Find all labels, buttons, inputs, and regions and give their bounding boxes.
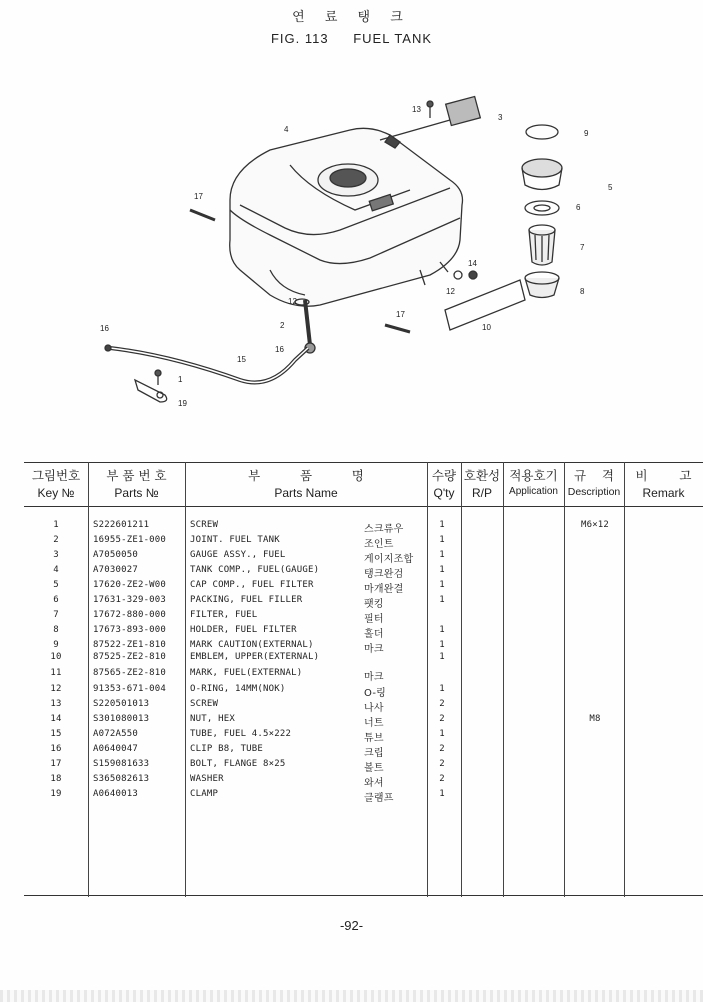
- cell-part-no: 87525-ZE2-810: [93, 652, 167, 662]
- filter-holder: [525, 278, 559, 298]
- cell-part-name: SCREW: [190, 520, 219, 530]
- cell-qty: 1: [439, 684, 445, 694]
- cell-part-name: JOINT. FUEL TANK: [190, 535, 280, 545]
- header-app-en: Application: [509, 486, 558, 497]
- figure-number: FIG. 113: [270, 31, 329, 46]
- callout-label: 10: [482, 323, 491, 332]
- clamp-19: [135, 380, 167, 402]
- cell-korean-name: 볼트: [364, 763, 384, 774]
- callout-label: 14: [468, 259, 477, 268]
- cell-key: 7: [53, 610, 59, 620]
- figure-title: [0, 31, 703, 46]
- table-row: [24, 699, 703, 714]
- cell-key: 18: [50, 774, 62, 784]
- cell-korean-name: 마개완결: [364, 584, 404, 595]
- packing-6: [525, 201, 559, 215]
- cell-korean-name: 조인트: [364, 539, 394, 550]
- cell-part-no: S220501013: [93, 699, 150, 709]
- header-qty-kr: 수량: [431, 468, 457, 483]
- cell-part-no: 87565-ZE2-810: [93, 668, 167, 678]
- cell-part-no: 17672-880-000: [93, 610, 167, 620]
- cell-part-name: CAP COMP., FUEL FILTER: [190, 580, 314, 590]
- callout-label: 12: [446, 287, 455, 296]
- table-row: [24, 550, 703, 565]
- fuel-tank-diagram: [80, 90, 620, 420]
- cell-key: 11: [50, 668, 62, 678]
- cell-part-no: A0640013: [93, 789, 138, 799]
- cell-part-no: 17631-329-003: [93, 595, 167, 605]
- cell-key: 1: [53, 520, 59, 530]
- cell-korean-name: 스크류우: [364, 524, 404, 535]
- cell-part-no: S365082613: [93, 774, 150, 784]
- header-app-kr: 적용호기: [509, 468, 558, 483]
- cell-part-name: EMBLEM, UPPER(EXTERNAL): [190, 652, 320, 662]
- cell-korean-name: 필터: [364, 614, 384, 625]
- cell-part-no: A0640047: [93, 744, 138, 754]
- cell-qty: 1: [439, 535, 445, 545]
- header-parts-en: Parts №: [114, 486, 159, 500]
- cell-korean-name: 크립: [364, 748, 384, 759]
- cell-korean-name: 마크: [364, 644, 384, 655]
- cell-qty: 1: [439, 789, 445, 799]
- header-key-en: Key №: [37, 486, 75, 500]
- cell-part-no: 87522-ZE1-810: [93, 640, 167, 650]
- cell-korean-name: 와셔: [364, 778, 384, 789]
- cell-korean-name: 너트: [364, 718, 384, 729]
- cell-key: 8: [53, 625, 59, 635]
- cell-qty: 1: [439, 729, 445, 739]
- cell-part-name: NUT, HEX: [190, 714, 235, 724]
- cell-key: 5: [53, 580, 59, 590]
- cell-part-no: S159081633: [93, 759, 150, 769]
- table-row: [24, 595, 703, 610]
- gauge-assy: [446, 96, 481, 125]
- cell-qty: 2: [439, 714, 445, 724]
- cell-korean-name: 홀더: [364, 629, 384, 640]
- cell-part-name: PACKING, FUEL FILLER: [190, 595, 303, 605]
- cell-qty: 1: [439, 640, 445, 650]
- callout-label: 5: [608, 183, 613, 192]
- callout-label: 16: [275, 345, 284, 354]
- page-number: -92-: [339, 918, 364, 933]
- cell-part-name: MARK, FUEL(EXTERNAL): [190, 668, 303, 678]
- cell-key: 6: [53, 595, 59, 605]
- cell-korean-name: 튜브: [364, 733, 384, 744]
- cell-description: M8: [589, 714, 601, 724]
- cell-key: 14: [50, 714, 62, 724]
- table-row: [24, 652, 703, 667]
- cell-korean-name: O-링: [364, 688, 387, 699]
- cell-description: M6×12: [580, 520, 610, 530]
- cell-qty: 2: [439, 699, 445, 709]
- table-row: [24, 789, 703, 804]
- table-row: [24, 684, 703, 699]
- cell-part-name: TUBE, FUEL 4.5×222: [190, 729, 292, 739]
- cell-qty: 1: [439, 595, 445, 605]
- callout-label: 19: [178, 399, 187, 408]
- callout-label: 12: [288, 297, 297, 306]
- cell-korean-name: 나사: [364, 703, 384, 714]
- cell-korean-name: 탱크완검: [364, 569, 404, 580]
- cell-korean-name: 게이지조합: [364, 554, 414, 565]
- scan-edge-artifact: [0, 990, 703, 1002]
- cell-qty: 1: [439, 520, 445, 530]
- table-row: [24, 668, 703, 683]
- table-row: [24, 759, 703, 774]
- callout-label: 6: [576, 203, 581, 212]
- cell-qty: 1: [439, 565, 445, 575]
- cell-part-no: A072A550: [93, 729, 138, 739]
- header-rp-kr: 호환성: [463, 468, 501, 483]
- cell-part-no: A7050050: [93, 550, 138, 560]
- parts-table: [24, 462, 703, 897]
- cell-qty: 1: [439, 625, 445, 635]
- cell-part-no: 91353-671-004: [93, 684, 167, 694]
- header-desc-en: Description: [567, 486, 621, 498]
- cell-part-no: A7030027: [93, 565, 138, 575]
- cell-key: 16: [50, 744, 62, 754]
- cell-part-name: BOLT, FLANGE 8×25: [190, 759, 286, 769]
- cell-part-name: FILTER, FUEL: [190, 610, 258, 620]
- cell-key: 19: [50, 789, 62, 799]
- cell-qty: 1: [439, 652, 445, 662]
- cell-part-no: 16955-ZE1-000: [93, 535, 167, 545]
- callout-label: 4: [284, 125, 289, 134]
- header-qty-en: Q'ty: [433, 486, 455, 500]
- cell-key: 17: [50, 759, 62, 769]
- header-remark-en: Remark: [642, 486, 685, 500]
- cell-part-name: GAUGE ASSY., FUEL: [190, 550, 286, 560]
- cell-key: 15: [50, 729, 62, 739]
- header-desc-kr: 규 격: [573, 468, 615, 483]
- callout-label: 9: [584, 129, 589, 138]
- callout-label: 13: [412, 105, 421, 114]
- cell-korean-name: 팻킹: [364, 599, 384, 610]
- callout-label: 15: [237, 355, 246, 364]
- table-row: [24, 520, 703, 535]
- title-korean: 연 료 탱 크: [292, 10, 411, 25]
- cell-part-no: S222601211: [93, 520, 150, 530]
- header-name-en: Parts Name: [274, 486, 338, 500]
- table-row: [24, 774, 703, 789]
- cell-qty: 2: [439, 744, 445, 754]
- cell-part-name: MARK CAUTION(EXTERNAL): [190, 640, 314, 650]
- cell-part-no: 17673-893-000: [93, 625, 167, 635]
- callout-label: 7: [580, 243, 585, 252]
- table-row: [24, 714, 703, 729]
- callout-label: 16: [100, 324, 109, 333]
- header-parts-kr: 부 품 번 호: [106, 468, 167, 483]
- cell-qty: 2: [439, 774, 445, 784]
- figure-name: FUEL TANK: [353, 31, 433, 46]
- table-row: [24, 729, 703, 744]
- cell-qty: 1: [439, 580, 445, 590]
- cell-korean-name: 클램프: [364, 793, 394, 804]
- callout-label: 8: [580, 287, 585, 296]
- callout-label: 17: [396, 310, 405, 319]
- cell-qty: 1: [439, 550, 445, 560]
- header-remark-kr: 비 고: [635, 468, 692, 483]
- table-row: [24, 744, 703, 759]
- cell-part-no: 17620-ZE2-W00: [93, 580, 167, 590]
- callout-label: 1: [178, 375, 183, 384]
- cell-part-name: HOLDER, FUEL FILTER: [190, 625, 297, 635]
- cell-key: 13: [50, 699, 62, 709]
- header-rp-en: R/P: [471, 486, 492, 500]
- cell-part-name: TANK COMP., FUEL(GAUGE): [190, 565, 320, 575]
- cell-korean-name: 마크: [364, 672, 384, 683]
- cell-qty: 2: [439, 759, 445, 769]
- table-row: [24, 625, 703, 640]
- table-row: [24, 610, 703, 625]
- cell-part-name: CLIP B8, TUBE: [190, 744, 264, 754]
- table-row: [24, 565, 703, 580]
- cell-key: 4: [53, 565, 59, 575]
- cell-key: 2: [53, 535, 59, 545]
- table-row: [24, 535, 703, 550]
- cell-part-name: CLAMP: [190, 789, 219, 799]
- header-name-kr: 부 품 명: [248, 468, 364, 483]
- fuel-cap: [522, 159, 562, 177]
- o-ring-9: [526, 125, 558, 139]
- cell-part-no: S301080013: [93, 714, 150, 724]
- cell-part-name: O-RING, 14MM(NOK): [190, 684, 286, 694]
- table-row: [24, 580, 703, 595]
- callout-label: 17: [194, 192, 203, 201]
- callout-label: 3: [498, 113, 503, 122]
- cell-key: 12: [50, 684, 62, 694]
- cell-part-name: SCREW: [190, 699, 219, 709]
- header-key-kr: 그림번호: [31, 468, 81, 483]
- cell-key: 3: [53, 550, 59, 560]
- cell-part-name: WASHER: [190, 774, 224, 784]
- cell-key: 10: [50, 652, 62, 662]
- callout-label: 2: [280, 321, 285, 330]
- cell-key: 9: [53, 640, 59, 650]
